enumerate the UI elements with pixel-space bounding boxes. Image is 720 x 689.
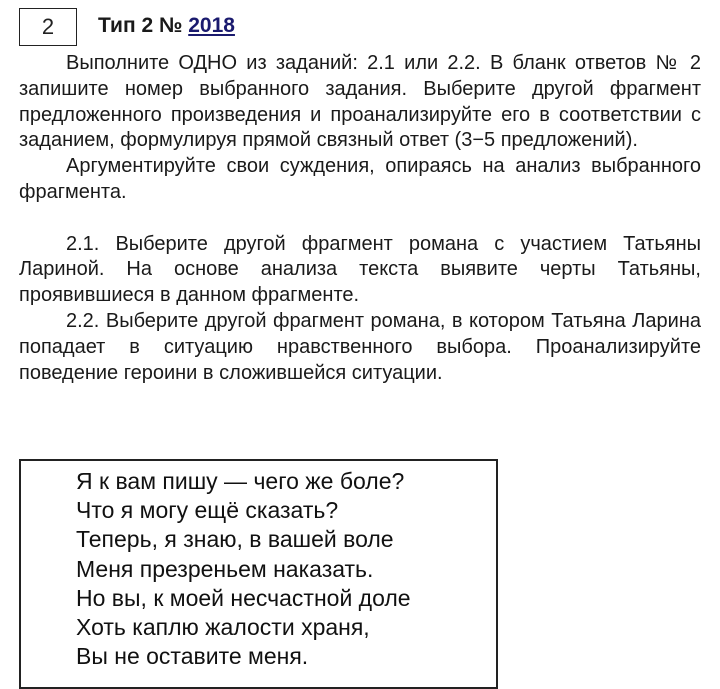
poem-line: Теперь, я знаю, в вашей воле xyxy=(76,526,394,553)
poem-excerpt-box xyxy=(19,459,498,689)
argument-paragraph: Аргументируйте свои суждения, опираясь на анализ выбранного фрагмента. xyxy=(19,155,701,203)
poem-line: Но вы, к моей несчастной доле xyxy=(76,584,411,611)
task-id-link[interactable]: 2018 xyxy=(188,14,235,37)
task-header xyxy=(98,14,235,38)
poem-line: Хоть каплю жалости храня, xyxy=(76,614,370,641)
task-text xyxy=(19,51,701,386)
instruction-paragraph: Выполните ОДНО из заданий: 2.1 или 2.2. В бланк ответов № 2 запишите номер выбранного задания. Выберите другой фрагмент предложенного произведения и проанализируйте его в соответствии с заданием, формулируя прямой связный ответ (3−5 предложений). xyxy=(19,52,701,152)
poem-text xyxy=(76,467,411,671)
poem-line: Я к вам пишу — чего же боле? xyxy=(76,468,405,494)
task-type-label: Тип 2 № xyxy=(98,14,183,37)
poem-line: Что я могу ещё сказать? xyxy=(76,497,339,524)
task-number: 2 xyxy=(41,14,55,39)
task-number-box xyxy=(19,8,77,46)
option-2-2: 2.2. Выберите другой фрагмент романа, в котором Татьяна Ларина попадает в ситуацию нравственного выбора. Проанализируйте поведение героини в сложившейся ситуации. xyxy=(19,309,701,384)
poem-line: Меня презреньем наказать. xyxy=(76,555,374,582)
paragraph-spacer xyxy=(19,206,701,232)
poem-line: Вы не оставите меня. xyxy=(76,643,309,670)
option-2-1: 2.1. Выберите другой фрагмент романа с участием Татьяны Лариной. На основе анализа текста выявите черты Татьяны, проявившиеся в данном фрагменте. xyxy=(19,232,701,307)
